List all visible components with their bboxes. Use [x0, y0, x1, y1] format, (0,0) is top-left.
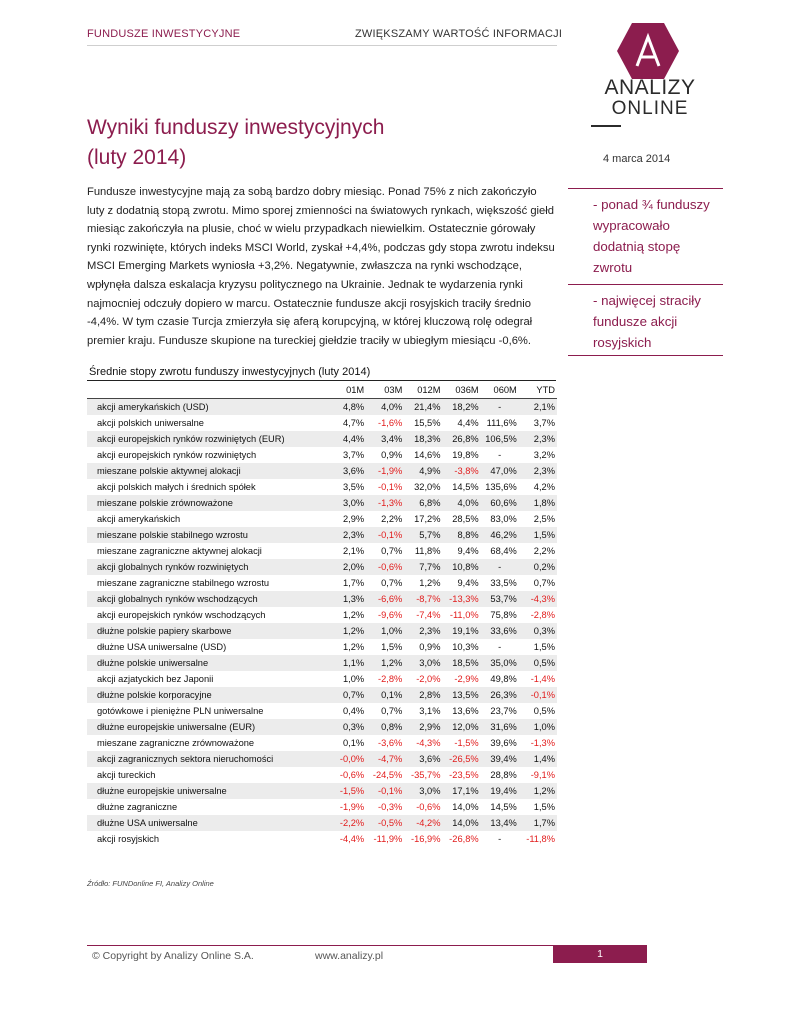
- table-header-row: [87, 382, 557, 399]
- return-value-cell: 39,4%: [481, 751, 519, 767]
- return-value-cell: 1,2%: [328, 623, 366, 639]
- fund-category-name: dłużne USA uniwersalne (USD): [97, 642, 227, 652]
- table-row: [87, 639, 557, 655]
- return-value-cell: 1,5%: [533, 802, 555, 812]
- return-value-cell: 28,8%: [490, 770, 517, 780]
- column-header: 012M: [404, 382, 442, 399]
- table-row: [87, 511, 557, 527]
- return-value-cell: -3,6%: [378, 738, 403, 748]
- return-value-cell: -0,0%: [328, 751, 366, 767]
- table-row: [87, 783, 557, 799]
- table-row: [87, 831, 557, 847]
- return-value-cell: 1,2%: [519, 783, 557, 799]
- return-value-cell: 111,6%: [486, 418, 517, 428]
- table-row: [87, 415, 557, 431]
- return-value-cell: 2,1%: [342, 546, 365, 556]
- return-value-cell: -0,1%: [366, 527, 404, 543]
- return-value-cell: -1,3%: [530, 738, 555, 748]
- column-header: 03M: [366, 382, 404, 399]
- return-value-cell: -4,2%: [404, 815, 442, 831]
- return-value-cell: 1,0%: [519, 719, 557, 735]
- return-value-cell: 12,0%: [442, 719, 480, 735]
- fund-category-name: mieszane polskie stabilnego wzrostu: [87, 527, 328, 543]
- highlight-russian-funds: - najwięcej straciły fundusze akcji rosyjskich: [593, 293, 701, 350]
- return-value-cell: -0,3%: [378, 802, 403, 812]
- fund-category-name: akcji europejskich rynków wschodzących: [97, 610, 266, 620]
- return-value-cell: -8,7%: [404, 591, 442, 607]
- return-value-cell: 2,8%: [404, 687, 442, 703]
- fund-category-name: akcji europejskich rynków rozwiniętych (EUR): [87, 431, 328, 447]
- fund-category-name: mieszane zagraniczne aktywnej alokacji: [97, 546, 262, 556]
- return-value-cell: 0,8%: [366, 719, 404, 735]
- return-value-cell: 1,0%: [366, 623, 404, 639]
- return-value-cell: -0,1%: [366, 783, 404, 799]
- header-section-label: FUNDUSZE INWESTYCYJNE: [87, 28, 241, 40]
- header-slogan: ZWIĘKSZAMY WARTOŚĆ INFORMACJI: [355, 28, 563, 40]
- return-value-cell: 18,3%: [404, 431, 442, 447]
- table-row: [87, 703, 557, 719]
- fund-category-name: dłużne polskie korporacyjne: [87, 687, 328, 703]
- return-value-cell: 2,3%: [519, 431, 557, 447]
- return-value-cell: -35,7%: [411, 770, 441, 780]
- highlight-divider-top: [568, 188, 723, 189]
- return-value-cell: 135,6%: [485, 482, 517, 492]
- table-body: [87, 399, 557, 848]
- return-value-cell: -2,8%: [378, 674, 403, 684]
- return-value-cell: 9,4%: [457, 578, 479, 588]
- fund-category-name: mieszane zagraniczne stabilnego wzrostu: [97, 578, 270, 588]
- return-value-cell: -: [481, 559, 519, 575]
- return-value-cell: 3,0%: [328, 495, 366, 511]
- publication-date: 4 marca 2014: [603, 153, 671, 165]
- return-value-cell: -: [498, 834, 502, 844]
- return-value-cell: 68,4%: [490, 546, 517, 556]
- column-header: 036M: [442, 382, 480, 399]
- return-value-cell: 14,0%: [442, 815, 480, 831]
- return-value-cell: -0,6%: [366, 559, 404, 575]
- return-value-cell: -4,3%: [416, 738, 441, 748]
- return-value-cell: -1,4%: [530, 674, 555, 684]
- return-value-cell: -0,6%: [416, 802, 441, 812]
- return-value-cell: 3,2%: [533, 450, 555, 460]
- hexagon-logo-icon: [616, 22, 680, 80]
- return-value-cell: -13,3%: [442, 591, 480, 607]
- return-value-cell: -9,1%: [530, 770, 555, 780]
- fund-category-name: akcji tureckich: [97, 770, 156, 780]
- return-value-cell: -3,8%: [442, 463, 480, 479]
- table-row: [87, 687, 557, 703]
- table-row: [87, 799, 557, 815]
- return-value-cell: 3,0%: [404, 655, 442, 671]
- table-row: [87, 655, 557, 671]
- return-value-cell: 1,1%: [328, 655, 366, 671]
- fund-category-name: akcji globalnych rynków wschodzących: [87, 591, 328, 607]
- return-value-cell: 8,8%: [442, 527, 480, 543]
- return-value-cell: -0,5%: [366, 815, 404, 831]
- return-value-cell: 53,7%: [481, 591, 519, 607]
- fund-category-name: mieszane zagraniczne zrównoważone: [97, 738, 255, 748]
- fund-category-name: dłużne polskie uniwersalne: [87, 655, 328, 671]
- return-value-cell: 28,5%: [452, 514, 479, 524]
- return-value-cell: 4,4%: [457, 418, 479, 428]
- return-value-cell: 0,7%: [328, 687, 366, 703]
- page-number: 1: [553, 946, 647, 963]
- fund-category-name: akcji polskich uniwersalne: [97, 418, 204, 428]
- return-value-cell: -1,9%: [339, 802, 365, 812]
- fund-category-name: akcji amerykańskich: [97, 514, 181, 524]
- return-value-cell: 9,4%: [457, 546, 479, 556]
- return-value-cell: 1,5%: [519, 527, 557, 543]
- return-value-cell: 0,5%: [519, 655, 557, 671]
- return-value-cell: -0,1%: [378, 482, 403, 492]
- fund-category-name: akcji globalnych rynków rozwiniętych: [87, 559, 328, 575]
- return-value-cell: 13,6%: [452, 706, 479, 716]
- table-source-note: Źródło: FUNDonline FI, Analizy Online: [87, 879, 214, 888]
- return-value-cell: 3,5%: [342, 482, 365, 492]
- return-value-cell: 4,7%: [342, 418, 365, 428]
- return-value-cell: 18,5%: [442, 655, 480, 671]
- return-value-cell: -16,9%: [411, 834, 441, 844]
- fund-category-name: akcji amerykańskich (USD): [87, 399, 328, 416]
- fund-category-name: dłużne europejskie uniwersalne: [87, 783, 328, 799]
- table-row: [87, 575, 557, 591]
- return-value-cell: -0,1%: [519, 687, 557, 703]
- return-value-cell: 2,3%: [328, 527, 366, 543]
- return-value-cell: -11,8%: [526, 834, 555, 844]
- highlight-positive-returns: - ponad ¾ funduszy wypracowało dodatnią stopę zwrotu: [593, 197, 710, 275]
- return-value-cell: 11,8%: [414, 546, 441, 556]
- return-value-cell: 2,9%: [342, 514, 365, 524]
- return-value-cell: 33,6%: [481, 623, 519, 639]
- return-value-cell: 4,9%: [404, 463, 442, 479]
- table-row: [87, 463, 557, 479]
- table-row: [87, 735, 557, 751]
- table-row: [87, 399, 557, 416]
- return-value-cell: 17,2%: [414, 514, 441, 524]
- column-header: 060M: [481, 382, 519, 399]
- analizy-online-logo[interactable]: [604, 22, 694, 132]
- return-value-cell: 1,2%: [342, 642, 365, 652]
- intro-paragraph: Fundusze inwestycyjne mają za sobą bardzo dobry miesiąc. Ponad 75% z nich zakończyło luty z dodatnią stopą zwrotu. Mimo sporej zmienności na światowych rynkach, większość giełd miesiąc zakończyła na plusie, choć w wielu przypadkach niewielkim. Ostatecznie górowały rynki rozwinięte, których indeks MSCI World, zyskał +4,4%, podczas gdy stopa zwrotu indeksu MSCI Emerging Markets wyniosła +3,2%. Negatywnie, zwłaszcza na rynki wschodzące, wpłynęła dalsza eskalacja kryzysu politycznego na Ukrainie. Jednak te wydarzenia rynki najmocniej odczuły dopiero w marcu. Ostatecznie fundusze akcji rosyjskich traciły średnio -4,4%. W tym czasie Turcja zmierzyła się aferą korupcyjną, w której kluczową rolę odegrał premier kraju. Fundusze skupione na tureckiej giełdzie traciły w ubiegłym miesiącu -0,6%.: [87, 186, 555, 347]
- return-value-cell: 6,8%: [404, 495, 442, 511]
- table-row: [87, 479, 557, 495]
- return-value-cell: 1,0%: [342, 674, 365, 684]
- logo-text-line1: ANALIZY: [604, 76, 696, 99]
- return-value-cell: 0,1%: [342, 738, 365, 748]
- column-header-category: [87, 382, 328, 399]
- return-value-cell: -4,7%: [366, 751, 404, 767]
- return-value-cell: 4,4%: [328, 431, 366, 447]
- return-value-cell: 2,5%: [533, 514, 555, 524]
- return-value-cell: 14,6%: [414, 450, 441, 460]
- return-value-cell: 5,7%: [404, 527, 442, 543]
- return-value-cell: -2,9%: [454, 674, 479, 684]
- return-value-cell: 106,5%: [481, 431, 519, 447]
- return-value-cell: 1,2%: [366, 655, 404, 671]
- return-value-cell: 0,9%: [381, 450, 403, 460]
- fund-category-name: akcji europejskich rynków rozwiniętych: [97, 450, 257, 460]
- return-value-cell: 31,6%: [481, 719, 519, 735]
- return-value-cell: 2,3%: [404, 623, 442, 639]
- return-value-cell: 0,7%: [533, 578, 555, 588]
- fund-category-name: dłużne europejskie uniwersalne (EUR): [87, 719, 328, 735]
- return-value-cell: 0,1%: [366, 687, 404, 703]
- return-value-cell: -: [498, 450, 502, 460]
- return-value-cell: 13,4%: [481, 815, 519, 831]
- return-value-cell: 21,4%: [404, 399, 442, 416]
- table-row: [87, 815, 557, 831]
- fund-category-name: dłużne zagraniczne: [97, 802, 178, 812]
- return-value-cell: 4,2%: [533, 482, 555, 492]
- return-value-cell: 19,8%: [452, 450, 479, 460]
- fund-category-name: gotówkowe i pieniężne PLN uniwersalne: [97, 706, 264, 716]
- logo-text-line2: ONLINE: [611, 98, 689, 119]
- return-value-cell: -24,5%: [372, 770, 403, 780]
- return-value-cell: 4,8%: [328, 399, 366, 416]
- highlight-divider-middle: [568, 284, 723, 285]
- table-row: [87, 607, 557, 623]
- return-value-cell: -26,5%: [442, 751, 480, 767]
- page-title-line1: Wyniki funduszy inwestycyjnych: [87, 116, 385, 139]
- return-value-cell: 33,5%: [490, 578, 517, 588]
- return-value-cell: 3,7%: [342, 450, 365, 460]
- fund-returns-table: [87, 382, 557, 847]
- return-value-cell: -1,6%: [378, 418, 403, 428]
- return-value-cell: 0,7%: [381, 578, 403, 588]
- return-value-cell: 3,6%: [404, 751, 442, 767]
- return-value-cell: 0,5%: [533, 706, 555, 716]
- footer-copyright: © Copyright by Analizy Online S.A.: [92, 950, 254, 962]
- return-value-cell: -11,9%: [373, 834, 403, 844]
- return-value-cell: 14,5%: [490, 802, 517, 812]
- return-value-cell: 3,7%: [533, 418, 555, 428]
- return-value-cell: 1,5%: [533, 642, 555, 652]
- footer-website-link[interactable]: www.analizy.pl: [315, 950, 384, 962]
- return-value-cell: -2,8%: [530, 610, 555, 620]
- return-value-cell: 1,5%: [381, 642, 403, 652]
- table-row: [87, 767, 557, 783]
- header-divider: [87, 45, 557, 46]
- return-value-cell: -6,6%: [366, 591, 404, 607]
- return-value-cell: 47,0%: [481, 463, 519, 479]
- table-row: [87, 623, 557, 639]
- return-value-cell: 1,8%: [519, 495, 557, 511]
- return-value-cell: 10,8%: [442, 559, 480, 575]
- table-row: [87, 751, 557, 767]
- table-row: [87, 527, 557, 543]
- return-value-cell: 2,2%: [533, 546, 555, 556]
- table-row: [87, 495, 557, 511]
- return-value-cell: 14,0%: [452, 802, 479, 812]
- return-value-cell: -4,3%: [519, 591, 557, 607]
- return-value-cell: 75,8%: [490, 610, 517, 620]
- table-title-underline: [87, 380, 556, 381]
- fund-category-name: akcji rosyjskich: [97, 834, 159, 844]
- return-value-cell: 83,0%: [490, 514, 517, 524]
- return-value-cell: -2,0%: [416, 674, 441, 684]
- table-row: [87, 447, 557, 463]
- return-value-cell: 26,3%: [481, 687, 519, 703]
- return-value-cell: 32,0%: [414, 482, 441, 492]
- return-value-cell: -11,0%: [449, 610, 479, 620]
- return-value-cell: 4,0%: [366, 399, 404, 416]
- logo-underline: [591, 125, 621, 127]
- return-value-cell: 0,9%: [419, 642, 441, 652]
- return-value-cell: 2,0%: [328, 559, 366, 575]
- return-value-cell: 0,4%: [342, 706, 365, 716]
- return-value-cell: 15,5%: [414, 418, 441, 428]
- table-row: [87, 671, 557, 687]
- return-value-cell: 3,0%: [404, 783, 442, 799]
- return-value-cell: 0,3%: [328, 719, 366, 735]
- fund-category-name: akcji azjatyckich bez Japonii: [97, 674, 214, 684]
- return-value-cell: 1,7%: [342, 578, 365, 588]
- return-value-cell: -7,4%: [416, 610, 441, 620]
- highlight-divider-bottom: [568, 355, 723, 356]
- return-value-cell: 13,5%: [442, 687, 480, 703]
- return-value-cell: 3,4%: [366, 431, 404, 447]
- return-value-cell: -9,6%: [378, 610, 403, 620]
- table-row: [87, 559, 557, 575]
- return-value-cell: 2,2%: [381, 514, 403, 524]
- return-value-cell: 0,3%: [519, 623, 557, 639]
- return-value-cell: 1,2%: [419, 578, 441, 588]
- return-value-cell: 2,9%: [404, 719, 442, 735]
- fund-category-name: akcji zagranicznych sektora nieruchomości: [87, 751, 328, 767]
- return-value-cell: 46,2%: [481, 527, 519, 543]
- return-value-cell: 14,5%: [452, 482, 479, 492]
- return-value-cell: 18,2%: [442, 399, 480, 416]
- column-header: 01M: [328, 382, 366, 399]
- return-value-cell: 1,4%: [519, 751, 557, 767]
- return-value-cell: -23,5%: [449, 770, 479, 780]
- table-row: [87, 591, 557, 607]
- page-title: [87, 113, 557, 173]
- return-value-cell: 19,4%: [481, 783, 519, 799]
- return-value-cell: -0,6%: [339, 770, 365, 780]
- table-row: [87, 543, 557, 559]
- return-value-cell: 2,3%: [519, 463, 557, 479]
- return-value-cell: 49,8%: [490, 674, 517, 684]
- return-value-cell: -4,4%: [339, 834, 365, 844]
- return-value-cell: 35,0%: [481, 655, 519, 671]
- return-value-cell: 1,2%: [342, 610, 365, 620]
- return-value-cell: 60,6%: [481, 495, 519, 511]
- page-title-line2: (luty 2014): [87, 146, 187, 169]
- return-value-cell: 3,6%: [328, 463, 366, 479]
- fund-category-name: dłużne polskie papiery skarbowe: [87, 623, 328, 639]
- table-row: [87, 431, 557, 447]
- column-header: YTD: [519, 382, 557, 399]
- return-value-cell: -1,5%: [454, 738, 479, 748]
- return-value-cell: -2,2%: [328, 815, 366, 831]
- return-value-cell: 4,0%: [442, 495, 480, 511]
- return-value-cell: 19,1%: [442, 623, 480, 639]
- return-value-cell: -26,8%: [449, 834, 479, 844]
- return-value-cell: -: [481, 399, 519, 416]
- return-value-cell: 0,7%: [381, 546, 403, 556]
- return-value-cell: 3,1%: [419, 706, 441, 716]
- return-value-cell: 39,6%: [490, 738, 517, 748]
- return-value-cell: 0,2%: [519, 559, 557, 575]
- table-title: Średnie stopy zwrotu funduszy inwestycyjnych (luty 2014): [89, 366, 371, 378]
- return-value-cell: 17,1%: [442, 783, 480, 799]
- table-row: [87, 719, 557, 735]
- fund-category-name: akcji polskich małych i średnich spółek: [97, 482, 256, 492]
- return-value-cell: 0,7%: [381, 706, 403, 716]
- return-value-cell: -1,3%: [366, 495, 404, 511]
- fund-category-name: mieszane polskie zrównoważone: [87, 495, 328, 511]
- return-value-cell: 26,8%: [442, 431, 480, 447]
- return-value-cell: 10,3%: [452, 642, 479, 652]
- fund-category-name: mieszane polskie aktywnej alokacji: [87, 463, 328, 479]
- fund-category-name: dłużne USA uniwersalne: [87, 815, 328, 831]
- return-value-cell: -1,5%: [328, 783, 366, 799]
- return-value-cell: -: [498, 642, 502, 652]
- return-value-cell: 1,7%: [519, 815, 557, 831]
- return-value-cell: 7,7%: [404, 559, 442, 575]
- return-value-cell: 2,1%: [519, 399, 557, 416]
- return-value-cell: -1,9%: [366, 463, 404, 479]
- return-value-cell: 1,3%: [328, 591, 366, 607]
- return-value-cell: 23,7%: [490, 706, 517, 716]
